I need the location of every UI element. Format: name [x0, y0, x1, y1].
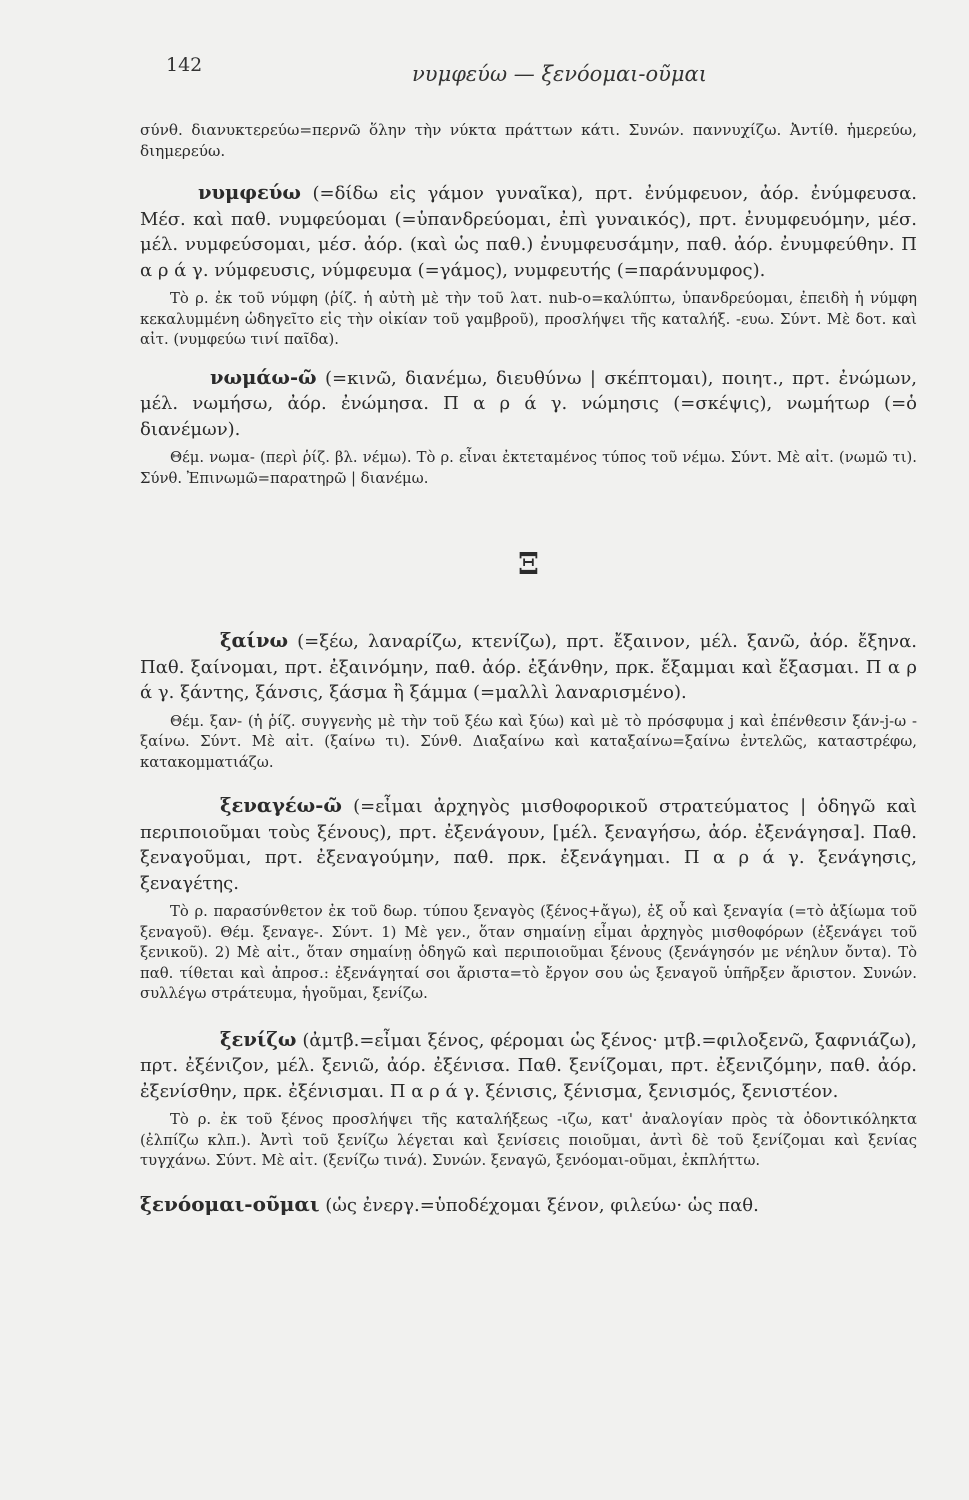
- entry-body: (=κινῶ, διανέμω, διευθύνω | σκέπτομαι), ποιητ., πρτ. ἐνώμων, μέλ. νωμήσω, ἀόρ. ἐνώμησα. Π α ρ ά γ. νώμησις (=σκέψις), νωμήτωρ (=ὁ διανέμων).: [140, 367, 917, 440]
- etymology-note: Τὸ ρ. παρασύνθετον ἐκ τοῦ δωρ. τύπου ξεναγὸς (ξένος+ἄγω), ἐξ οὗ καὶ ξεναγία (=τὸ ἀξίωμα τοῦ ξεναγοῦ). Θέμ. ξεναγε-. Σύντ. 1) Μὲ γεν., ὅταν σημαίνῃ εἶμαι ἀρχηγὸς μισθοφόρων (ἐξενάγει τοῦ ξενικοῦ). 2) Μὲ αἰτ., ὅταν σημαίνῃ ὁδηγῶ καὶ περιποιοῦμαι ξένους (ξενάγησόν με νέηλυν ὄντα). Τὸ παθ. τίθεται καὶ ἀπροσ.: ἐξενάγηταί σοι ἄριστα=τὸ ἔργον σου ὡς ξεναγοῦ ὑπῆρξεν ἄριστον. Συνών. συλλέγω στράτευμα, ἡγοῦμαι, ξενίζω.: [140, 903, 917, 1002]
- entry-body: (ὡς ἐνεργ.=ὑποδέχομαι ξένον, φιλεύω· ὡς παθ.: [319, 1194, 759, 1216]
- etymology-note: Θέμ. ξαν- (ἡ ῥίζ. συγγενὴς μὲ τὴν τοῦ ξέω καὶ ξύω) καὶ μὲ τὸ πρόσφυμα j καὶ ἐπένθεσιν ξάν-j-ω - ξαίνω. Σύντ. Μὲ αἰτ. (ξαίνω τι). Σύνθ. Διαξαίνω καὶ καταξαίνω=ξαίνω ἐντελῶς, καταστρέφω, κατακομματιάζω.: [140, 712, 917, 771]
- headword: ξεναγέω-ῶ: [220, 794, 342, 817]
- headword: ξαίνω: [220, 629, 289, 652]
- entry-body: (=δίδω εἰς γάμον γυναῖκα), πρτ. ἐνύμφευον, ἀόρ. ἐνύμφευσα. Μέσ. καὶ παθ. νυμφεύομαι (=ὑπανδρεύομαι, ἐπὶ γυναικός), πρτ. ἐνυμφευόμην, μέσ. μέλ. νυμφεύσομαι, μέσ. ἀόρ. (καὶ ὡς παθ.) ἐνυμφευσάμην, παθ. ἀόρ. ἐνυμφεύθην. Π α ρ ά γ. νύμφευσις, νύμφευμα (=γάμος), νυμφευτής (=παράνυμφος).: [140, 183, 917, 281]
- entry-main: [140, 365, 917, 443]
- headword: ξενόομαι-οῦμαι: [140, 1191, 320, 1216]
- entry-body: (ἀμτβ.=εἶμαι ξένος, φέρομαι ὡς ξένος· μτβ.=φιλοξενῶ, ξαφνιάζω), πρτ. ἐξένιζον, μέλ. ξενιῶ, ἀόρ. ἐξένισα. Παθ. ξενίζομαι, πρτ. ἐξενιζόμην, παθ. ἀόρ. ἐξενίσθην, πρκ. ἐξένισμαι. Π α ρ ά γ. ξένισις, ξένισμα, ξενισμός, ξενιστέον.: [140, 1029, 917, 1102]
- etymology-note: Θέμ. νωμα- (περὶ ῥίζ. βλ. νέμω). Τὸ ρ. εἶναι ἐκτεταμένος τύπος τοῦ νέμω. Σύντ. Μὲ αἰτ. (νωμῶ τι). Σύνθ. Ἐπινωμῶ=παρατηρῶ | διανέμω.: [140, 449, 917, 487]
- page-content: [140, 120, 917, 1218]
- headword: ξενίζω: [220, 1027, 297, 1051]
- entry-main: [140, 180, 917, 283]
- headword: νωμάω-ῶ: [210, 365, 317, 389]
- headword: νυμφεύω: [198, 181, 301, 204]
- entry-main: [140, 1027, 917, 1105]
- entry-main: [140, 628, 917, 706]
- entry-xenoomai: [140, 1192, 917, 1219]
- entry-nomao: [140, 365, 917, 490]
- entry-body: (=εἶμαι ἀρχηγὸς μισθοφορικοῦ στρατεύματος | ὁδηγῶ καὶ περιποιοῦμαι τοὺς ξένους), πρτ. ἐξενάγουν, [μέλ. ξεναγήσω, ἀόρ. ἐξενάγησα]. Παθ. ξεναγοῦμαι, πρτ. ἐξεναγούμην, παθ. πρκ. ἐξενάγημαι. Π α ρ ά γ. ξενάγησις, ξεναγέτης.: [140, 796, 917, 894]
- continuation-text: σύνθ. διανυκτερεύω=περνῶ ὅλην τὴν νύκτα πράττων κάτι. Συνών. παννυχίζω. Ἀντίθ. ἡμερεύω, διημερεύω.: [140, 121, 917, 160]
- etymology-note: Τὸ ρ. ἐκ τοῦ ξένος προσλήψει τῆς καταλήξεως -ιζω, κατ' ἀναλογίαν πρὸς τὰ ὀδοντικόληκτα (ἐλπίζω κλπ.). Ἀντὶ τοῦ ξενίζω λέγεται καὶ ξενίσεις ποιοῦμαι, ἀντὶ δὲ τοῦ ξενίζομαι καὶ ξενίας τυγχάνω. Σύντ. Μὲ αἰτ. (ξενίζω τινά). Συνών. ξεναγῶ, ξενόομαι-οῦμαι, ἐκπλήττω.: [140, 1111, 917, 1169]
- entry-main: [140, 793, 917, 896]
- page-number: 142: [166, 54, 203, 76]
- entry-xaino: [140, 628, 917, 773]
- etymology-note: Τὸ ρ. ἐκ τοῦ νύμφη (ῥίζ. ἡ αὐτὴ μὲ τὴν τοῦ λατ. nub-o=καλύπτω, ὑπανδρεύομαι, ἐπειδὴ ἡ νύμφη κεκαλυμμένη ὡδηγεῖτο εἰς τὴν οἰκίαν τοῦ γαμβροῦ), προσλήψει τῆς καταλήξ. -ευω. Σύντ. Μὲ δοτ. καὶ αἰτ. (νυμφεύω τινί παῖδα).: [140, 290, 917, 348]
- entry-xenizo: [140, 1027, 917, 1172]
- entry-xenageo: [140, 793, 917, 1005]
- entry-body: (=ξέω, λαναρίζω, κτενίζω), πρτ. ἔξαινον, μέλ. ξανῶ, ἀόρ. ἔξηνα. Παθ. ξαίνομαι, πρτ. ἐξαινόμην, παθ. ἀόρ. ἐξάνθην, πρκ. ἔξαμμαι καὶ ἔξασμαι. Π α ρ ά γ. ξάντης, ξάνσις, ξάσμα ἢ ξάμμα (=μαλλὶ λαναρισμένο).: [140, 631, 917, 703]
- entry-main: [140, 1192, 917, 1219]
- entry-nymfeuo: [140, 180, 917, 351]
- section-letter: Ξ: [517, 547, 540, 582]
- running-head: νυμφεύω — ξενόομαι-οῦμαι: [412, 62, 707, 86]
